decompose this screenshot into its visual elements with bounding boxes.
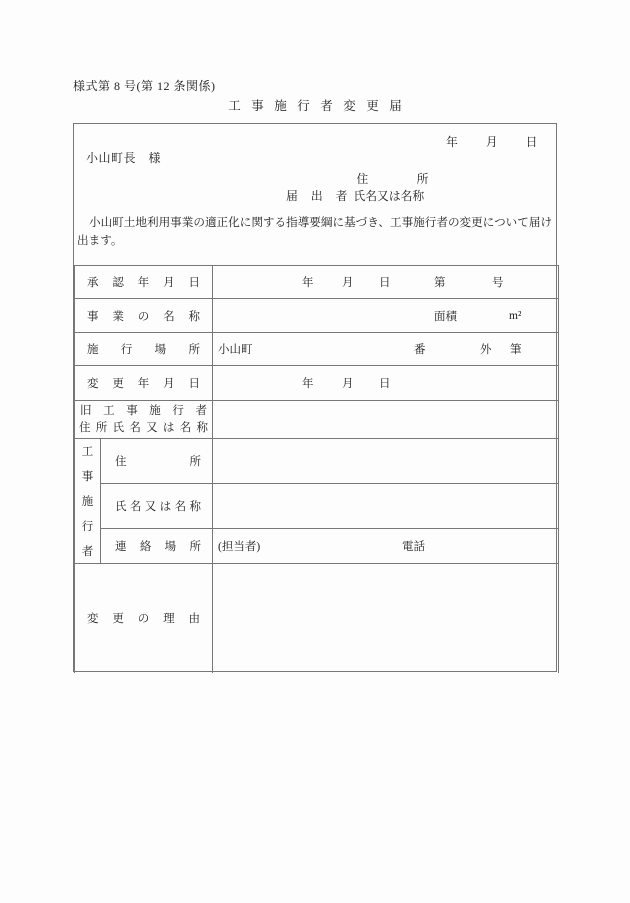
project-name-value-cell [213,299,559,333]
change-year-label: 年 [302,378,314,390]
contractor-name-value-cell [213,484,559,529]
date-day-label: 日 [525,135,538,149]
row-contractor-contact [75,529,559,564]
contractor-contact-value-cell [213,529,559,564]
form-header [74,124,556,265]
site-fude-label: 筆 [510,344,522,356]
submitter-name-label: 氏名又は名称 [353,189,425,203]
date-year-label: 年 [446,135,458,149]
submitter-lines [353,171,431,205]
addressee: 小山町長 様 [86,151,162,165]
contractor-address-value-cell [213,439,559,484]
submitter-block [286,171,431,205]
contractor-name-label: 氏 名 又 は 名 称 [115,501,201,513]
submitter-label: 届 出 者 [286,189,348,203]
reason-value-cell [213,564,559,673]
old-contractor-value-cell [213,401,559,439]
site-town-label: 小山町 [218,344,253,356]
change-date-label: 変 更 年 月 日 [87,378,200,390]
row-change-date [75,366,559,401]
approval-date-value-cell [213,266,559,299]
approval-date-label: 承 認 年 月 日 [87,277,200,289]
form-box [73,123,557,672]
date-month-label: 月 [485,135,498,149]
site-ban-label: 番 [414,344,426,356]
site-soto-label: 外 [480,344,492,356]
form-title: 工事施行者変更届 [228,99,413,113]
row-contractor-name [75,484,559,529]
change-month-label: 月 [342,378,354,390]
change-date-value-cell [213,366,559,401]
row-project-name [75,299,559,333]
change-day-label: 日 [379,378,391,390]
intro-text: 小山町土地利用事業の適正化に関する指導要綱に基づき、工事施行者の変更について届け出ます。 [77,216,553,247]
site-value-cell [213,333,559,366]
old-contractor-label-line1: 旧 工 事 施 行 者 [80,404,207,417]
row-approval-date [75,266,559,299]
approval-no-prefix: 第 [434,277,446,289]
site-label: 施 行 場 所 [87,344,200,356]
form-table [74,265,559,673]
approval-month-label: 月 [342,277,354,289]
row-contractor-address [75,439,559,484]
approval-no-suffix: 号 [492,277,504,289]
submitter-address-label: 住 所 [356,172,429,186]
row-site [75,333,559,366]
old-contractor-label-line2: 住 所 氏 名 又 は 名 称 [79,421,208,434]
contractor-address-label: 住 所 [115,456,201,468]
area-label: 面積 [434,310,457,323]
project-name-label: 事 業 の 名 称 [87,310,200,323]
form-code: 様式第 8 号(第 12 条関係) [73,79,216,93]
contractor-contact-label: 連 絡 場 所 [115,541,201,553]
contact-phone-label: 電話 [402,541,425,553]
approval-year-label: 年 [302,277,314,289]
date-line [446,133,537,150]
contact-person-label: (担当者) [218,541,261,553]
row-old-contractor [75,401,559,439]
reason-label: 変 更 の 理 由 [87,613,200,626]
row-reason [75,564,559,673]
contractor-group-label: 工 事 施 行 者 [81,446,94,558]
area-unit-label: m² [509,309,522,322]
approval-day-label: 日 [379,277,391,289]
